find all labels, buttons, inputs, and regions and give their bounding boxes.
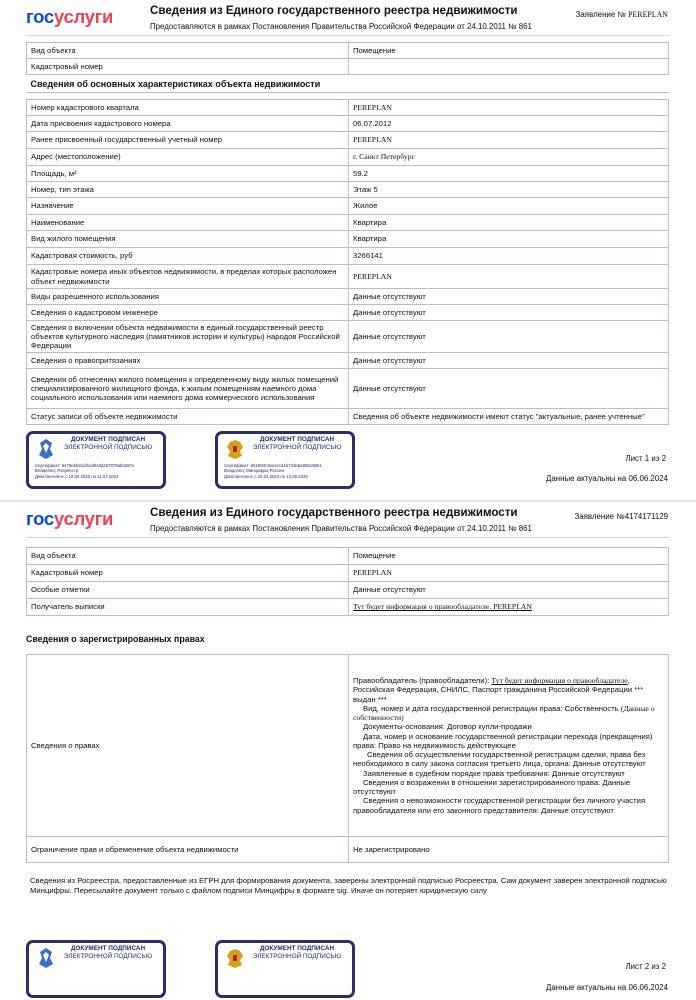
rights-table	[26, 654, 669, 863]
row-label: Кадастровый номер	[27, 59, 349, 75]
signature-stamp-mintsifry: ДОКУМЕНТ ПОДПИСАН ЭЛЕКТРОННОЙ ПОДПИСЬЮ	[215, 940, 355, 998]
coat-of-arms-icon	[224, 437, 246, 461]
table-row	[27, 182, 669, 198]
table-row	[27, 565, 669, 582]
application-number: Заявление №4174171129	[574, 512, 668, 521]
row-value: Помещение	[349, 43, 669, 59]
row-value: Не зарегистрировано	[349, 837, 669, 863]
gosuslugi-logo: госуслуги	[26, 6, 114, 27]
rosreestr-emblem-icon	[35, 437, 57, 461]
table-row	[27, 582, 669, 599]
table-row	[27, 43, 669, 59]
table-row	[27, 321, 669, 353]
header-divider	[26, 537, 670, 538]
row-value: 59.2	[349, 166, 669, 182]
table-row	[27, 116, 669, 132]
row-label: Сведения об отнесении жилого помещения к определенному виду жилых помещений специализированного жилищного фонда, к жилым помещениям наемного дома социального использования или наемного дома коммерческого использования	[27, 369, 349, 409]
row-label: Номер кадастрового квартала	[27, 100, 349, 116]
table-row	[27, 655, 669, 837]
table-row	[27, 215, 669, 231]
table-row	[27, 369, 669, 409]
table-row	[27, 305, 669, 321]
header-divider	[26, 35, 670, 36]
row-value: 3266141	[349, 248, 669, 265]
table-row	[27, 59, 669, 75]
table-row	[27, 198, 669, 215]
document-title: Сведения из Единого государственного реестра недвижимости	[150, 4, 518, 17]
signature-stamp-mintsifry: ДОКУМЕНТ ПОДПИСАН ЭЛЕКТРОННОЙ ПОДПИСЬЮ Сертификат: b51893c3ee4cca1b741b6a95519551 Владелец: Минцифры России Действителен: с 20.03.2024 по 13.06.2025	[215, 431, 355, 489]
page-2	[0, 502, 696, 1000]
row-value: 06.07.2012	[349, 116, 669, 132]
row-label: Вид объекта	[27, 548, 349, 565]
row-label: Площадь, м²	[27, 166, 349, 182]
row-label: Адрес (местоположение)	[27, 149, 349, 166]
row-value	[349, 59, 669, 75]
row-value: PEREPLAN	[349, 132, 669, 149]
row-value: Этаж 5	[349, 182, 669, 198]
row-label: Особые отметки	[27, 582, 349, 599]
row-value: г. Санкт Петербург	[349, 149, 669, 166]
row-label: Номер, тип этажа	[27, 182, 349, 198]
row-label: Наименование	[27, 215, 349, 231]
row-value: Сведения об объекте недвижимости имеют статус "актуальные, ранее учтенные"	[349, 409, 669, 425]
row-label: Сведения о правопритязаниях	[27, 353, 349, 369]
table-row	[27, 548, 669, 565]
row-label: Назначение	[27, 198, 349, 215]
table-row	[27, 149, 669, 166]
table-row	[27, 353, 669, 369]
document-subtitle: Предоставляются в рамках Постановления Правительства Российской Федерации от 24.10.2011 № 861	[150, 524, 532, 533]
row-value: Тут будет информация о правообладателе. PEREPLAN	[349, 599, 669, 616]
table-row	[27, 599, 669, 616]
table-row	[27, 132, 669, 149]
row-label: Кадастровая стоимость, руб	[27, 248, 349, 265]
characteristics-table	[26, 99, 669, 425]
row-label: Сведения о правах	[27, 655, 349, 837]
object-table	[26, 42, 669, 93]
row-value: Квартира	[349, 231, 669, 248]
row-value: Данные отсутствуют	[349, 369, 669, 409]
row-label: Ограничение прав и обременение объекта недвижимости	[27, 837, 349, 863]
table-row	[27, 265, 669, 289]
row-value: PEREPLAN	[349, 100, 669, 116]
row-label: Виды разрешенного использования	[27, 289, 349, 305]
data-actual-date: Данные актуальны на 06.06.2024	[546, 983, 668, 992]
table-row	[27, 837, 669, 863]
table-row	[27, 289, 669, 305]
document-subtitle: Предоставляются в рамках Постановления Правительства Российской Федерации от 24.10.2011 № 861	[150, 22, 532, 31]
sheet-number: Лист 2 из 2	[625, 962, 666, 971]
application-number: Заявление № PEREPLAN	[575, 10, 668, 19]
table-row	[27, 166, 669, 182]
table-row	[27, 231, 669, 248]
data-actual-date: Данные актуальны на 06.06.2024	[546, 474, 668, 483]
row-value: Данные отсутствуют	[349, 289, 669, 305]
object-table	[26, 547, 669, 616]
row-value: Квартира	[349, 215, 669, 231]
row-label: Сведения о кадастровом инженере	[27, 305, 349, 321]
section-title: Сведения о зарегистрированных правах	[26, 634, 205, 644]
table-row	[27, 248, 669, 265]
row-label: Сведения о включении объекта недвижимости в единый государственный реестр объектов культурного наследия (памятников истории и культуры) народов Российской Федерации	[27, 321, 349, 353]
row-label: Кадастровые номера иных объектов недвижимости, в пределах которых расположен объект недвижимости	[27, 265, 349, 289]
row-value: PEREPLAN	[349, 565, 669, 582]
row-value: Жилое	[349, 198, 669, 215]
gosuslugi-logo: госуслуги	[26, 508, 114, 529]
row-label: Вид жилого помещения	[27, 231, 349, 248]
rights-details: Правообладатель (правообладатели): Тут будет информация о правообладателе, Российская Федерация, СНИЛС, Паспорт гражданина Российской Федерации *** выдан *** Вид, номер и дата государственной регистрации права: Собственность (Данные о собственности) Документы-основания: Договор купли-продажи Дата, номер и основание государственной регистрации перехода (прекращения) права: Право на недвижимость действующее Сведения об осуществлении государственной регистрации сделки, права без необходимого в силу закона согласия третьего лица, органа: Данные отсутствуют Заявленные в судебном порядке права требования: Данные отсутствуют Сведения о возражении в отношении зарегистрированного права: Данные отсутствуют Сведения о невозможности государственной регистрации без личного участия правообладателя или его законного представителя: Данные отсутствуют	[349, 655, 669, 837]
row-value: Данные отсутствуют	[349, 353, 669, 369]
signature-stamp-rosreestr: ДОКУМЕНТ ПОДПИСАН ЭЛЕКТРОННОЙ ПОДПИСЬЮ	[26, 940, 166, 998]
coat-of-arms-icon	[224, 946, 246, 970]
row-label: Кадастровый номер	[27, 565, 349, 582]
row-value: Данные отсутствуют	[349, 321, 669, 353]
signature-stamp-rosreestr: ДОКУМЕНТ ПОДПИСАН ЭЛЕКТРОННОЙ ПОДПИСЬЮ Сертификат: 6478ebb61af1ed9c0d287879ab4397e Владелец: Росреестр Действителен: с 18.04.2023 по 11.07.2024	[26, 431, 166, 489]
table-row	[27, 409, 669, 425]
section-title: Сведения об основных характеристиках объекта недвижимости	[27, 75, 669, 93]
row-label: Вид объекта	[27, 43, 349, 59]
table-row	[27, 100, 669, 116]
row-label: Получатель выписки	[27, 599, 349, 616]
row-value: Помещение	[349, 548, 669, 565]
sheet-number: Лист 1 из 2	[625, 454, 666, 463]
rosreestr-emblem-icon	[35, 946, 57, 970]
row-label: Ранее присвоенный государственный учетный номер	[27, 132, 349, 149]
row-value: PEREPLAN	[349, 265, 669, 289]
row-label: Статус записи об объекте недвижимости	[27, 409, 349, 425]
document-title: Сведения из Единого государственного реестра недвижимости	[150, 506, 518, 519]
row-label: Дата присвоения кадастрового номера	[27, 116, 349, 132]
legal-footer-note: Сведения из Росреестра, предоставленные из ЕГРН для формирования документа, заверены электронной подписью Росреестра. Сам документ заверен электронной подписью Минцифры. Пересылайте документ только с файлом подписи Минцифры в формате sig. Иначе он потеряет юридическую силу	[30, 876, 667, 895]
row-value: Данные отсутствуют	[349, 582, 669, 599]
row-value: Данные отсутствуют	[349, 305, 669, 321]
section-heading-row	[27, 75, 669, 93]
